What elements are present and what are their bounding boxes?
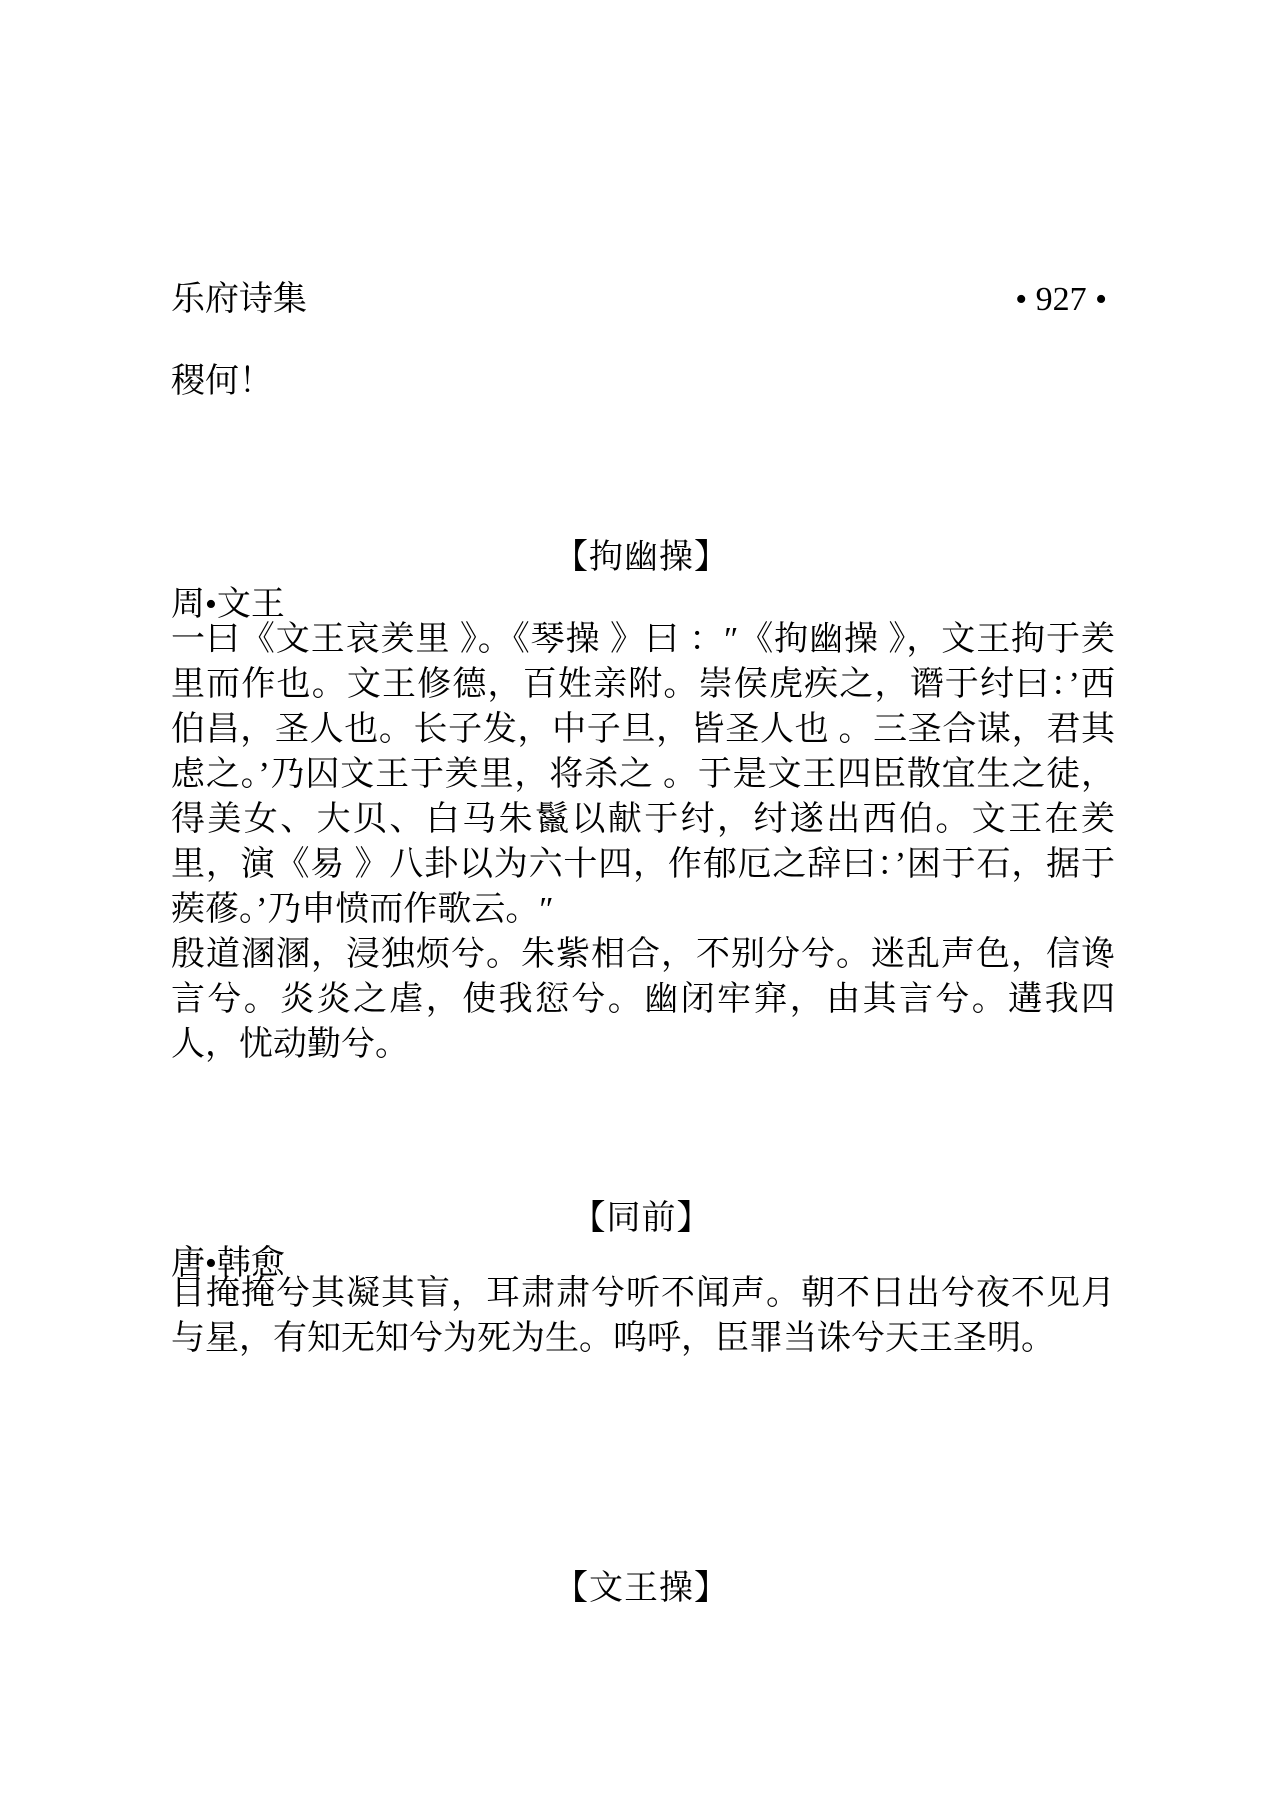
section-poem-text: 目掩掩兮其凝其盲，耳肃肃兮听不闻声。朝不日出兮夜不见月与星，有知无知兮为死为生。呜呼，臣罪当诛兮天王圣明。 (171, 1275, 1115, 1357)
carryover-line: 稷何！ (171, 363, 273, 400)
section-title-wenwangcao: 【文王操】 (554, 1570, 729, 1607)
section-author-tang-hanyu: 唐•韩愈 (171, 1245, 285, 1282)
section-title-tongqian: 【同前】 (571, 1200, 712, 1237)
running-header (171, 271, 1107, 320)
book-title: 乐府诗集 (171, 281, 307, 318)
section-title-juyoucao: 【拘幽操】 (554, 539, 729, 576)
section-poem-text: 殷道溷溷，浸独烦兮。朱紫相合，不别分兮。迷乱声色，信谗言兮。炎炎之虐，使我愆兮。幽闭牢穽，由其言兮。遘我四人，忧动勤兮。 (171, 936, 1115, 1063)
page-number: • 927 • (1015, 281, 1107, 318)
section-author-zhou-wenwang: 周•文王 (171, 586, 285, 623)
section-preface-text: 一曰《文王哀羑里 》。《琴操 》曰 ：″《拘幽操 》，文王拘于羑里而作也。文王修德，百姓亲附。崇侯虎疾之，谮于纣曰：’西伯昌，圣人也。长子发，中子旦，皆圣人也 。三圣合谋，君其虑之。’乃囚文王于羑里，将杀之 。于是文王四臣散宜生之徒，得美女、大贝、白马朱鬣以献于纣，纣遂出西伯。文王在羑里，演《易 》八卦以为六十四，作郁厄之辞曰：’困于石，据于蒺蓚。’乃申愤而作歌云。″ (171, 621, 1115, 928)
